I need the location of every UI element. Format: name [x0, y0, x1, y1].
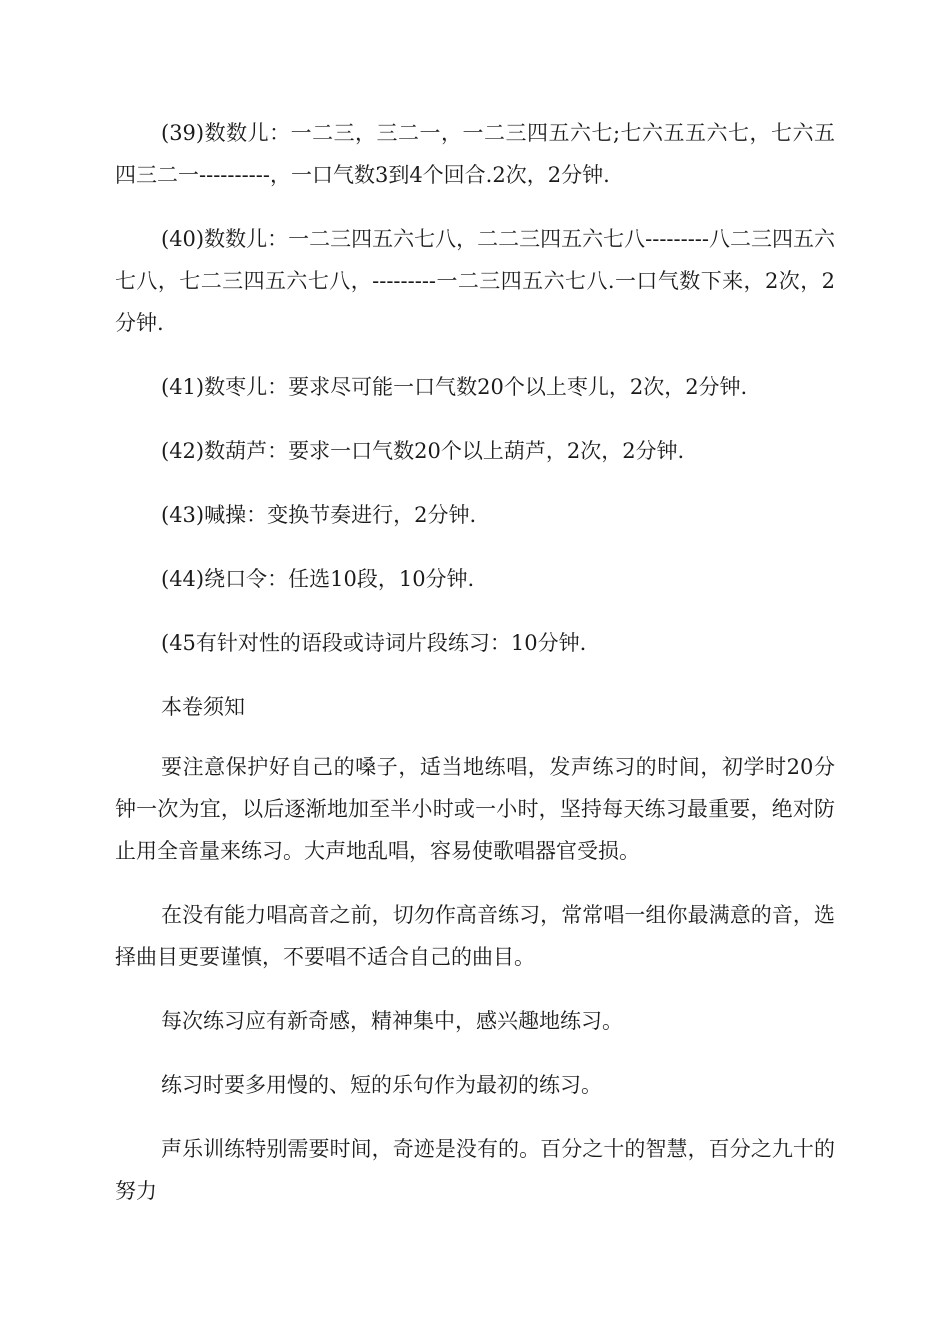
- paragraph-item-39: (39)数数儿：一二三，三二一，一二三四五六七;七六五五六七，七六五四三二一----------，一口气数3到4个回合.2次，2分钟.: [115, 121, 835, 187]
- document-body: [115, 112, 835, 1234]
- notice-paragraph-5: 声乐训练特别需要时间，奇迹是没有的。百分之十的智慧，百分之九十的努力: [115, 1137, 835, 1203]
- notice-paragraph-2: 在没有能力唱高音之前，切勿作高音练习，常常唱一组你最满意的音，选择曲目更要谨慎，不要唱不适合自己的曲目。: [115, 903, 835, 969]
- paragraph-item-45: (45有针对性的语段或诗词片段练习：10分钟.: [161, 631, 587, 655]
- notice-paragraph-1: 要注意保护好自己的嗓子，适当地练唱，发声练习的时间，初学时20分钟一次为宜，以后逐渐地加至半小时或一小时，坚持每天练习最重要，绝对防止用全音量来练习。大声地乱唱，容易使歌唱器官受损。: [115, 755, 835, 863]
- notice-paragraph-3: 每次练习应有新奇感，精神集中，感兴趣地练习。: [161, 1009, 623, 1033]
- paragraph-item-41: (41)数枣儿：要求尽可能一口气数20个以上枣儿，2次，2分钟.: [161, 375, 748, 399]
- paragraph-item-42: (42)数葫芦：要求一口气数20个以上葫芦，2次，2分钟.: [161, 439, 685, 463]
- paragraph-item-44: (44)绕口令：任选10段，10分钟.: [161, 567, 475, 591]
- section-heading: 本卷须知: [161, 695, 245, 719]
- paragraph-item-43: (43)喊操：变换节奏进行，2分钟.: [161, 503, 477, 527]
- notice-paragraph-4: 练习时要多用慢的、短的乐句作为最初的练习。: [161, 1073, 602, 1097]
- paragraph-item-40: (40)数数儿：一二三四五六七八，二二三四五六七八---------八二三四五六七八，七二三四五六七八，---------一二三四五六七八.一口气数下来，2次，2分钟.: [115, 227, 835, 335]
